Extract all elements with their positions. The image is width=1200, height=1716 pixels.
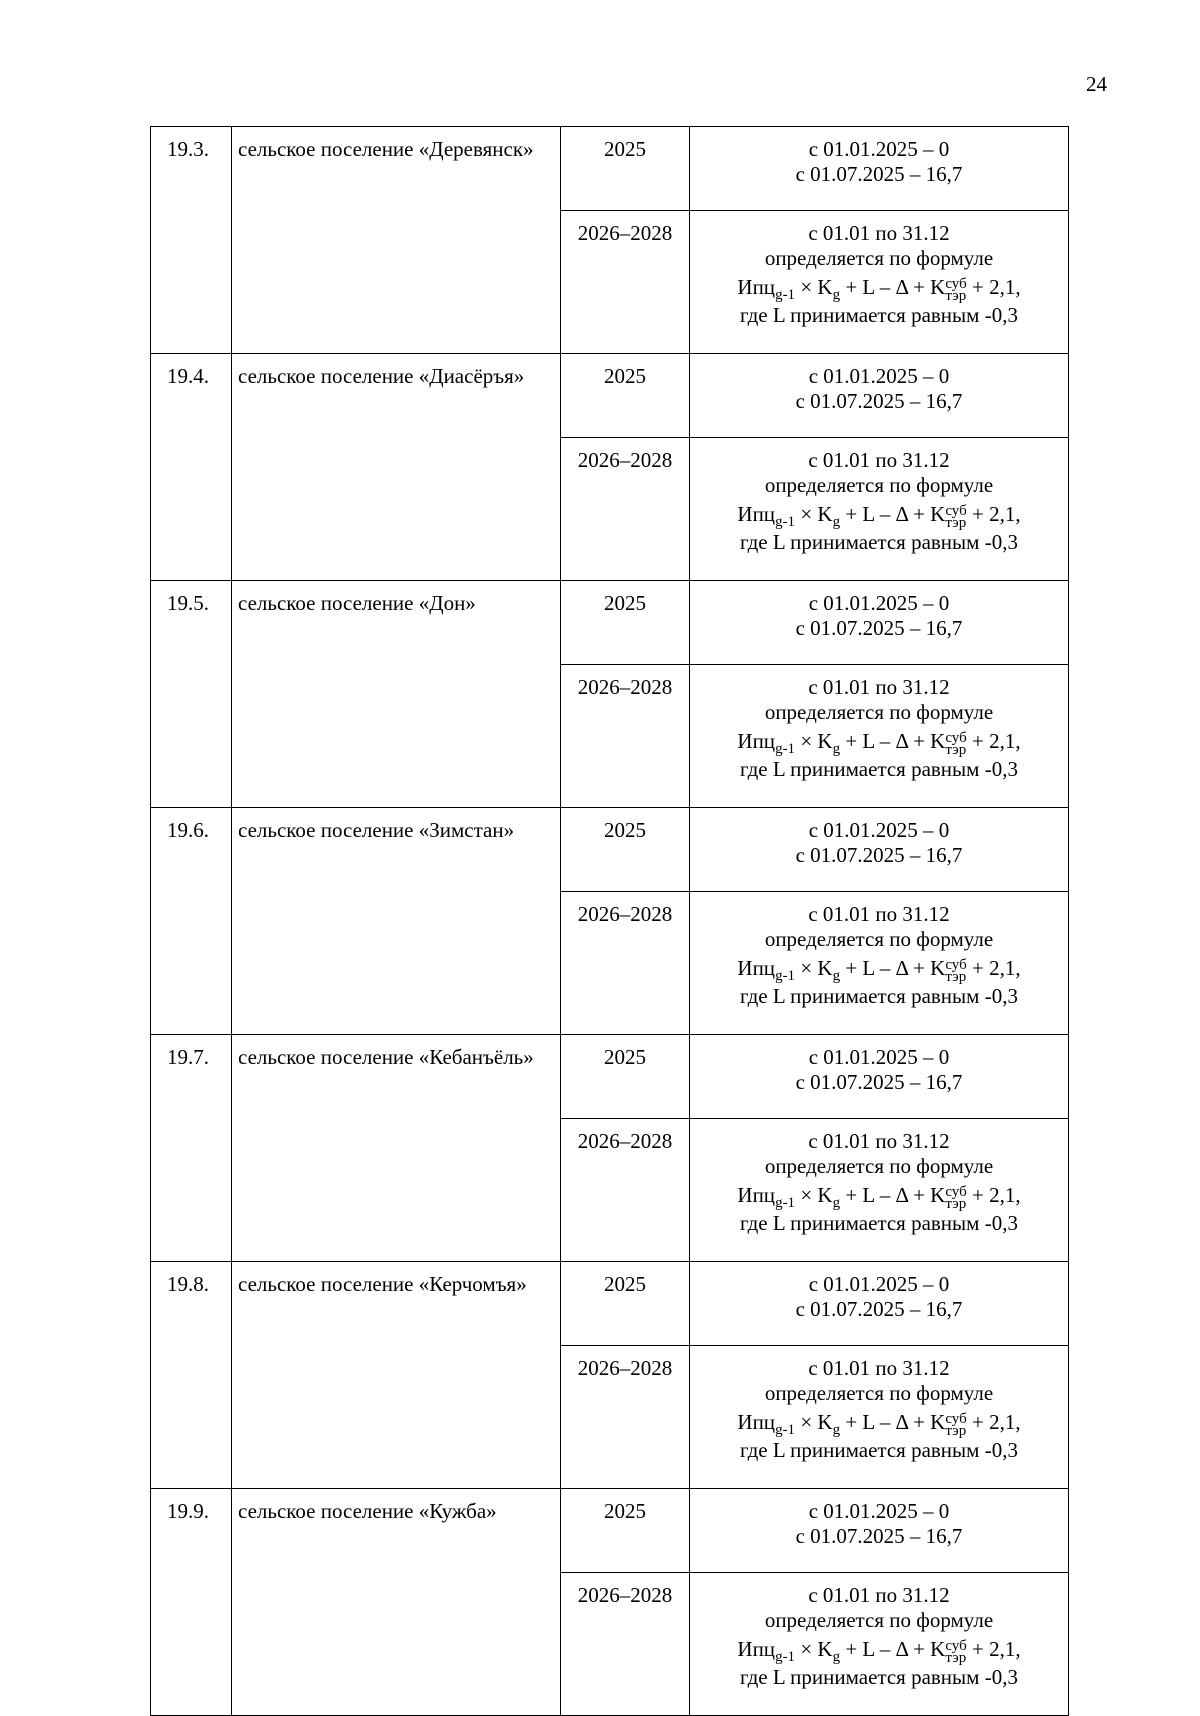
table-row (151, 1262, 1069, 1346)
period-value (690, 808, 1069, 892)
formula (690, 498, 1068, 530)
value-line: с 01.01.2025 – 0 (808, 1499, 950, 1523)
formula-subscript: g (832, 1195, 841, 1211)
row-number: 19.9. (151, 1489, 232, 1716)
period-year: 2025 (561, 127, 690, 211)
value-line: с 01.01 по 31.12 (808, 902, 950, 926)
table-row (151, 1035, 1069, 1119)
formula-subscript: тэр (945, 742, 967, 758)
period-value (690, 1262, 1069, 1346)
table-row (151, 354, 1069, 438)
formula-subscript: g (832, 1649, 841, 1665)
formula-subscript: g-1 (775, 1195, 796, 1211)
formula-subscript: g-1 (775, 514, 796, 530)
formula-part: + 2,1, (966, 956, 1021, 980)
value-line: с 01.07.2025 – 16,7 (795, 1524, 963, 1548)
formula-part: + L – Δ + K (840, 729, 946, 753)
settlement-name: сельское поселение «Зимстан» (232, 808, 561, 1035)
formula-part: Ипц (737, 275, 776, 299)
value-line: с 01.07.2025 – 16,7 (795, 843, 963, 867)
row-number: 19.8. (151, 1262, 232, 1489)
formula-subscript: g-1 (775, 1649, 796, 1665)
settlement-name: сельское поселение «Керчомъя» (232, 1262, 561, 1489)
formula (690, 271, 1068, 303)
period-value (690, 1489, 1069, 1573)
formula-subscript: тэр (945, 288, 967, 304)
period-year: 2026–2028 (561, 211, 690, 354)
row-number: 19.7. (151, 1035, 232, 1262)
formula-part: + 2,1, (966, 502, 1021, 526)
value-line: с 01.01 по 31.12 (808, 675, 950, 699)
value-line: с 01.07.2025 – 16,7 (795, 616, 963, 640)
formula-subscript: g-1 (775, 287, 796, 303)
formula-part: × K (795, 502, 833, 526)
formula-supsub (945, 959, 966, 983)
value-line: определяется по формуле (764, 1381, 994, 1405)
formula-supsub (945, 1413, 966, 1437)
formula-part: + L – Δ + K (840, 1183, 946, 1207)
formula-subscript: тэр (945, 1650, 967, 1666)
formula-superscript: суб (945, 957, 967, 973)
formula-part: × K (795, 1410, 833, 1434)
period-value (690, 581, 1069, 665)
period-value (690, 892, 1069, 1035)
value-line: с 01.07.2025 – 16,7 (795, 162, 963, 186)
formula-subscript: тэр (945, 1196, 967, 1212)
table-row (151, 581, 1069, 665)
period-year: 2026–2028 (561, 1346, 690, 1489)
tariff-table (150, 126, 1069, 1716)
value-line: с 01.07.2025 – 16,7 (795, 1070, 963, 1094)
period-year: 2026–2028 (561, 1119, 690, 1262)
formula-part: Ипц (737, 729, 776, 753)
value-line: с 01.01.2025 – 0 (808, 1045, 950, 1069)
value-line: с 01.01 по 31.12 (808, 1583, 950, 1607)
formula-supsub (945, 732, 966, 756)
formula-part: × K (795, 1637, 833, 1661)
value-line: определяется по формуле (764, 1608, 994, 1632)
formula-subscript: тэр (945, 515, 967, 531)
formula-superscript: суб (945, 730, 967, 746)
period-value (690, 211, 1069, 354)
period-year: 2025 (561, 354, 690, 438)
value-line: с 01.01.2025 – 0 (808, 1272, 950, 1296)
period-value (690, 127, 1069, 211)
formula-superscript: суб (945, 503, 967, 519)
period-year: 2026–2028 (561, 1573, 690, 1716)
value-line: с 01.01 по 31.12 (808, 221, 950, 245)
row-number: 19.3. (151, 127, 232, 354)
settlement-name: сельское поселение «Деревянск» (232, 127, 561, 354)
formula-part: + 2,1, (966, 729, 1021, 753)
period-value (690, 665, 1069, 808)
table-row (151, 808, 1069, 892)
period-value (690, 1119, 1069, 1262)
row-number: 19.5. (151, 581, 232, 808)
table-row (151, 1489, 1069, 1573)
value-line: где L принимается равным -0,3 (740, 1211, 1018, 1235)
period-year: 2026–2028 (561, 892, 690, 1035)
formula-subscript: g (832, 514, 841, 530)
formula-part: + L – Δ + K (840, 1637, 946, 1661)
period-value (690, 1035, 1069, 1119)
formula-subscript: тэр (945, 1423, 967, 1439)
period-value (690, 354, 1069, 438)
value-line: с 01.01.2025 – 0 (808, 137, 950, 161)
formula-superscript: суб (945, 1184, 967, 1200)
value-line: с 01.01.2025 – 0 (808, 591, 950, 615)
table-row (151, 127, 1069, 211)
formula-part: + L – Δ + K (840, 502, 946, 526)
formula-part: × K (795, 1183, 833, 1207)
formula-supsub (945, 278, 966, 302)
value-line: определяется по формуле (764, 473, 994, 497)
page-number: 24 (1086, 72, 1107, 96)
formula (690, 952, 1068, 984)
period-year: 2026–2028 (561, 665, 690, 808)
period-year: 2025 (561, 1035, 690, 1119)
formula-part: Ипц (737, 502, 776, 526)
formula-part: + L – Δ + K (840, 275, 946, 299)
value-line: определяется по формуле (764, 700, 994, 724)
formula-part: + 2,1, (966, 1183, 1021, 1207)
formula-part: Ипц (737, 1410, 776, 1434)
formula-part: Ипц (737, 1183, 776, 1207)
formula-part: + 2,1, (966, 1637, 1021, 1661)
value-line: с 01.07.2025 – 16,7 (795, 1297, 963, 1321)
value-line: определяется по формуле (764, 927, 994, 951)
value-line: где L принимается равным -0,3 (740, 1438, 1018, 1462)
formula-part: + 2,1, (966, 1410, 1021, 1434)
formula-part: × K (795, 275, 833, 299)
settlement-name: сельское поселение «Дон» (232, 581, 561, 808)
settlement-name: сельское поселение «Кебанъёль» (232, 1035, 561, 1262)
formula-subscript: g (832, 1422, 841, 1438)
period-year: 2026–2028 (561, 438, 690, 581)
formula-supsub (945, 505, 966, 529)
period-year: 2025 (561, 1262, 690, 1346)
value-line: где L принимается равным -0,3 (740, 530, 1018, 554)
period-value (690, 1346, 1069, 1489)
formula-subscript: g-1 (775, 1422, 796, 1438)
formula-superscript: суб (945, 276, 967, 292)
value-line: с 01.01 по 31.12 (808, 1129, 950, 1153)
formula-subscript: g-1 (775, 968, 796, 984)
formula-subscript: g (832, 287, 841, 303)
formula-subscript: g (832, 741, 841, 757)
value-line: где L принимается равным -0,3 (740, 984, 1018, 1008)
value-line: с 01.01.2025 – 0 (808, 818, 950, 842)
value-line: где L принимается равным -0,3 (740, 303, 1018, 327)
period-year: 2025 (561, 1489, 690, 1573)
period-value (690, 1573, 1069, 1716)
value-line: где L принимается равным -0,3 (740, 757, 1018, 781)
formula-part: × K (795, 956, 833, 980)
formula-supsub (945, 1186, 966, 1210)
period-year: 2025 (561, 581, 690, 665)
formula-part: + 2,1, (966, 275, 1021, 299)
formula-supsub (945, 1640, 966, 1664)
period-year: 2025 (561, 808, 690, 892)
settlement-name: сельское поселение «Диасёръя» (232, 354, 561, 581)
value-line: определяется по формуле (764, 1154, 994, 1178)
formula (690, 1633, 1068, 1665)
row-number: 19.4. (151, 354, 232, 581)
formula-subscript: тэр (945, 969, 967, 985)
value-line: с 01.01.2025 – 0 (808, 364, 950, 388)
formula-part: Ипц (737, 956, 776, 980)
formula-part: + L – Δ + K (840, 956, 946, 980)
formula-part: + L – Δ + K (840, 1410, 946, 1434)
formula (690, 1406, 1068, 1438)
formula-superscript: суб (945, 1411, 967, 1427)
formula-part: × K (795, 729, 833, 753)
value-line: с 01.01 по 31.12 (808, 1356, 950, 1380)
formula (690, 725, 1068, 757)
formula-part: Ипц (737, 1637, 776, 1661)
formula-superscript: суб (945, 1638, 967, 1654)
value-line: с 01.07.2025 – 16,7 (795, 389, 963, 413)
row-number: 19.6. (151, 808, 232, 1035)
settlement-name: сельское поселение «Кужба» (232, 1489, 561, 1716)
value-line: с 01.01 по 31.12 (808, 448, 950, 472)
period-value (690, 438, 1069, 581)
value-line: определяется по формуле (764, 246, 994, 270)
formula-subscript: g (832, 968, 841, 984)
formula (690, 1179, 1068, 1211)
value-line: где L принимается равным -0,3 (740, 1665, 1018, 1689)
formula-subscript: g-1 (775, 741, 796, 757)
